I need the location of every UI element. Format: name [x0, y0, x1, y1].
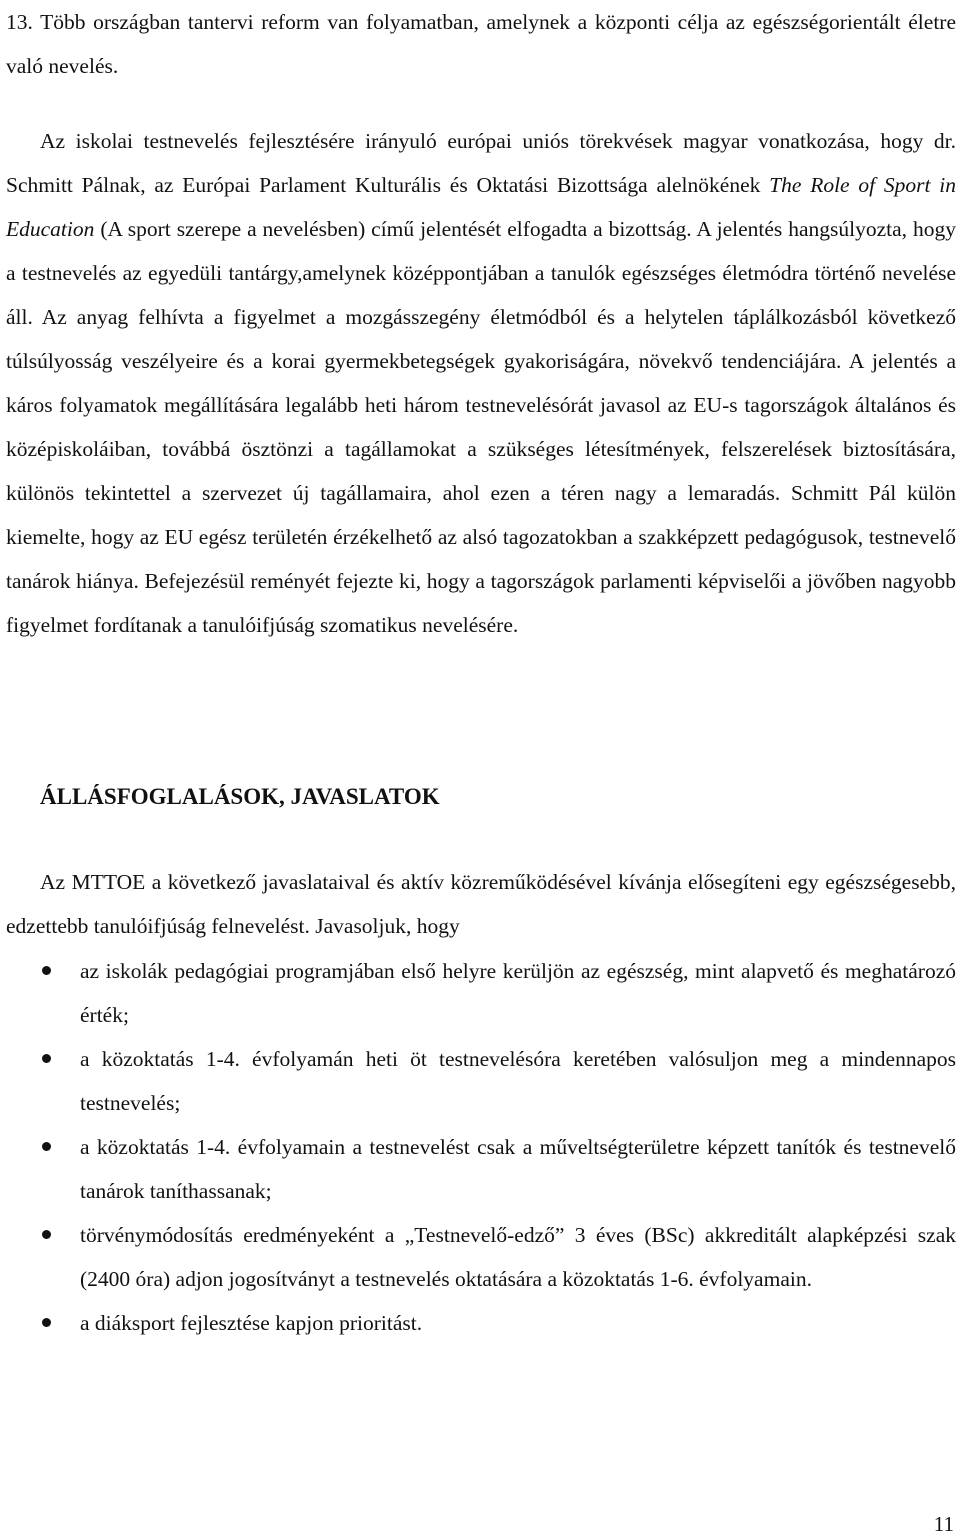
bullet-text: az iskolák pedagógiai programjában első helyre kerüljön az egészség, mint alapvető és meghatározó érték;: [80, 959, 956, 1027]
bullet-icon: [42, 1054, 51, 1063]
list-item: [0, 1213, 960, 1301]
paragraph-text-part1: Az iskolai testnevelés fejlesztésére irányuló európai uniós törekvések magyar vonatkozása, hogy dr. Schmitt Pálnak, az Európai Parlament Kulturális és Oktatási Bizottsága alelnökének: [6, 129, 956, 197]
list-item: [0, 1037, 960, 1125]
item-13-text: Több országban tantervi reform van folyamatban, amelynek a központi célja az egészségorientált életre való nevelés.: [6, 10, 956, 78]
section-heading: ÁLLÁSFOGLALÁSOK, JAVASLATOK: [40, 784, 440, 809]
bullet-icon: [42, 966, 51, 975]
bullet-icon: [42, 1230, 51, 1239]
list-item: [0, 949, 960, 1037]
list-item: [0, 1125, 960, 1213]
list-item-13: [6, 0, 956, 88]
list-item: [0, 1301, 960, 1345]
bullet-text: a közoktatás 1-4. évfolyamán heti öt testnevelésóra keretében valósuljon meg a mindennapos testnevelés;: [80, 1047, 956, 1115]
bullet-text: törvénymódosítás eredményeként a „Testnevelő-edző” 3 éves (BSc) akkreditált alapképzési szak (2400 óra) adjon jogosítványt a testnevelés oktatására a közoktatás 1-6. évfolyamain.: [80, 1223, 956, 1291]
recommendation-list: [0, 949, 960, 1345]
paragraph-eu-report: [6, 119, 956, 647]
item-number: 13.: [6, 10, 33, 34]
bullet-text: a közoktatás 1-4. évfolyamain a testnevelést csak a műveltségterületre képzett tanítók és testnevelő tanárok taníthassanak;: [80, 1135, 956, 1203]
bullet-text: a diáksport fejlesztése kapjon prioritást.: [80, 1311, 423, 1335]
bullet-icon: [42, 1318, 51, 1327]
bullet-icon: [42, 1142, 51, 1151]
paragraph-text-part2: (A sport szerepe a nevelésben) című jelentését elfogadta a bizottság. A jelentés hangsúlyozta, hogy a testnevelés az egyedüli tantárgy,amelynek középpontjában a tanulók egészséges életmódra történő nevelése áll. Az anyag felhívta a figyelmet a mozgásszegény életmódból és a helytelen táplálkozásból következő túlsúlyosság veszélyeire és a korai gyermekbetegségek gyakoriságára, növekvő tendenciájára. A jelentés a káros folyamatok megállítására legalább heti három testnevelésórát javasol az EU-s tagországok általános és középiskoláiban, továbbá ösztönzi a tagállamokat a szükséges létesítmények, felszerelések biztosítására, különös tekintettel a szervezet új tagállamaira, ahol ezen a téren nagy a lemaradás. Schmitt Pál külön kiemelte, hogy az EU egész területén érzékelhető az alsó tagozatokban a szakképzett pedagógusok, testnevelő tanárok hiánya. Befejezésül reményét fejezte ki, hogy a tagországok parlamenti képviselői a jövőben nagyobb figyelmet fordítanak a tanulóifjúság szomatikus nevelésére.: [6, 217, 956, 637]
page-number: 11: [933, 1512, 954, 1536]
paragraph-intro: Az MTTOE a következő javaslataival és aktív közreműködésével kívánja elősegíteni egy egészségesebb, edzettebb tanulóifjúság felnevelést. Javasoljuk, hogy: [6, 870, 956, 938]
report-title: The Role of Sport in Education: [6, 173, 956, 241]
